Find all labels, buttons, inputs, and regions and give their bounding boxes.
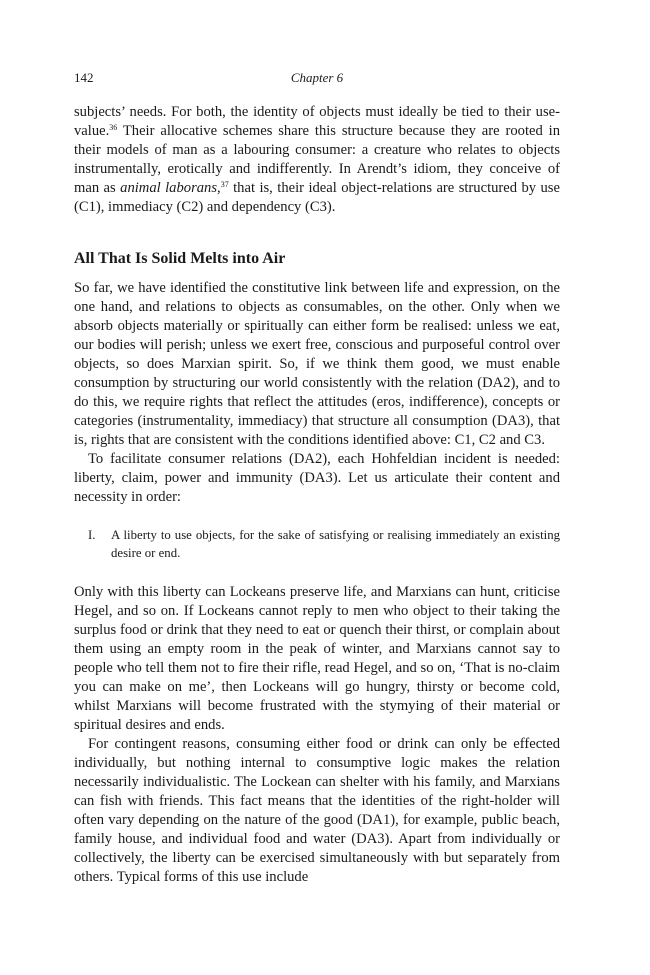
list-item-text: A liberty to use objects, for the sake of satisfying or realising immediately an existing desire or end. (111, 528, 560, 560)
page-number: 142 (74, 70, 94, 85)
body-paragraph: So far, we have identified the constitutive link between life and expression, on the one hand, and relations to objects as consumables, on the other. Only when we absorb objects materially or spiritually can either form be realised: unless we eat, our bodies will perish; unless we exert free, conscious and purposeful control over objects, so does Marxian spirit. So, if we think them good, we must enable consumption by structuring our world consistently with the relation (DA2), and to do this, we require rights that reflect the attitudes (eros, indifference), concepts or categories (instrumentality, immediacy) that structure all consumption (DA3), that is, rights that are consistent with the conditions identified above: C1, C2 and C3. (74, 280, 560, 448)
intro-text-2: Their allocative schemes share this structure because they are rooted in their models of man as a labouring consumer: a creature who relates to objects instrumentally, erotically and indifferently. In Arendt’s idiom, they conceive of man as (74, 123, 560, 196)
list-item-marker: I. (88, 528, 96, 542)
intro-paragraph (74, 103, 560, 217)
intro-text-4: that is, their ideal object-relations are structured by use (C1), immediacy (C2) and dependency (C3). (74, 180, 560, 215)
list-item (88, 526, 560, 562)
chapter-running-title: Chapter 6 (290, 70, 344, 85)
section-heading: All That Is Solid Melts into Air (74, 250, 286, 267)
body-paragraph: For contingent reasons, consuming either food or drink can only be effected individually, but nothing internal to consumptive logic makes the relation necessarily individualistic. The Lockean can shelter with his family, and Marxians can fish with friends. This fact means that the identities of the right-holder will often vary depending on the nature of the good (DA1), for example, public beach, family house, and individual food and water (DA3). Apart from individually or collectively, the liberty can be exercised simultaneously with but separately from others. Typical forms of this use include (74, 736, 560, 885)
enumerated-list (88, 526, 560, 562)
intro-text-3: , (217, 180, 221, 196)
intro-italic-term: animal laborans (120, 180, 218, 196)
footnote-ref-37: 37 (220, 180, 229, 189)
body-paragraph: Only with this liberty can Lockeans preserve life, and Marxians can hunt, criticise Hegel, and so on. If Lockeans cannot reply to men who object to their taking the surplus food or drink that they need to eat or quench their thirst, or complain about them using an empty room in the peak of winter, and Marxians cannot say to people who tell them not to fire their rifle, read Hegel, and so on, ‘That is no-claim you can make on me’, then Lockeans will go hungry, thirsty or become cold, whilst Marxians will become frustrated with the stymying of their material or spiritual desires and ends. (74, 584, 560, 733)
intro-text-1: subjects’ needs. For both, the identity of objects must ideally be tied to their use-value. (74, 104, 560, 139)
book-page (74, 62, 560, 887)
body-paragraph: To facilitate consumer relations (DA2), each Hohfeldian incident is needed: liberty, claim, power and immunity (DA3). Let us articulate their content and necessity in order: (74, 451, 560, 505)
running-head (74, 62, 560, 92)
footnote-ref-36: 36 (109, 123, 118, 132)
